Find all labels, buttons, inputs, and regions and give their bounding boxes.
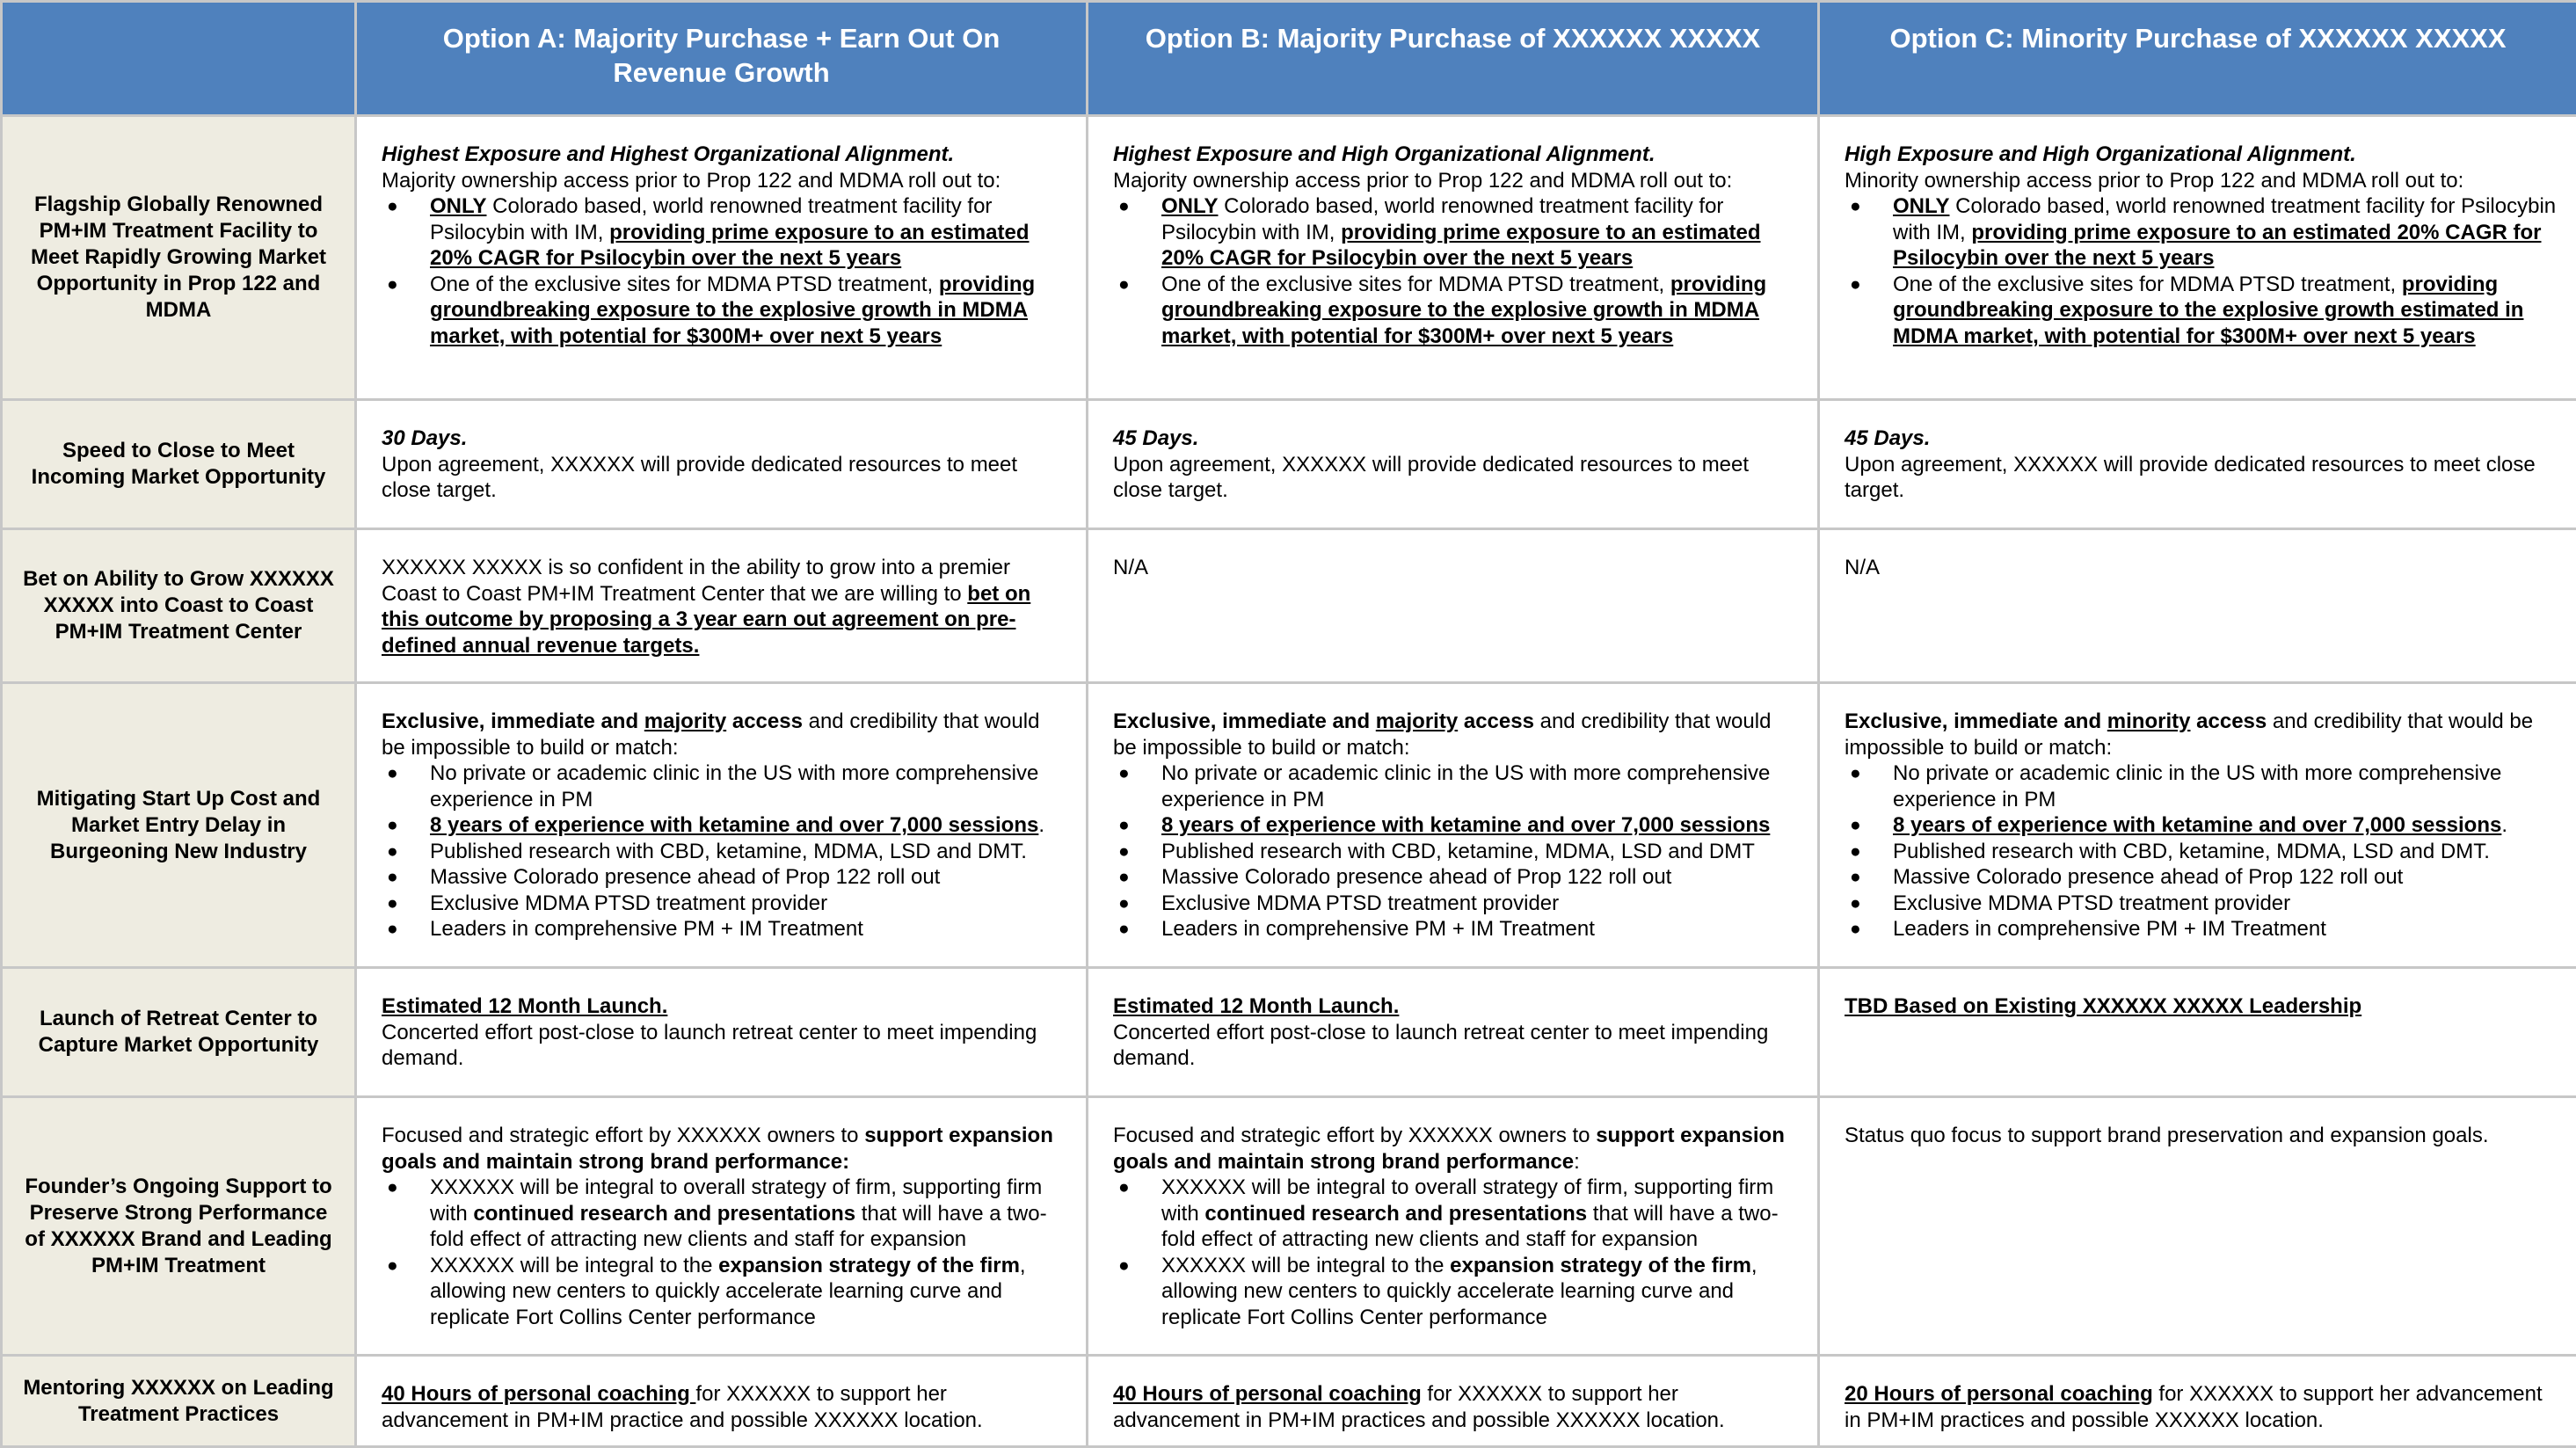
cell-text: 40 Hours of personal coaching for XXXXXX to support her advancement in PM+IM practice and possible XXXXXX location. bbox=[382, 1381, 1066, 1433]
list-item: ● Massive Colorado presence ahead of Prop 122 roll out bbox=[1113, 864, 1798, 891]
list-item: ● Exclusive MDMA PTSD treatment provider bbox=[1113, 891, 1798, 917]
bullet-list bbox=[1113, 760, 1798, 942]
bullet-list bbox=[1113, 1175, 1798, 1330]
row-mitigating bbox=[2, 683, 2576, 968]
cell-intro: Minority ownership access prior to Prop 122 and MDMA roll out to: bbox=[1845, 168, 2557, 194]
list-item: ● Leaders in comprehensive PM + IM Treatment bbox=[1113, 916, 1798, 942]
cell-text: XXXXXX XXXXX is so confident in the ability to grow into a premier Coast to Coast PM+IM Treatment Center that we are willing to bet on this outcome by proposing a 3 year earn out agreement on pre-defined annual revenue targets. bbox=[382, 555, 1066, 659]
list-item: ● 8 years of experience with ketamine and over 7,000 sessions. bbox=[1845, 812, 2557, 839]
list-item: ● No private or academic clinic in the US with more comprehensive experience in PM bbox=[1113, 760, 1798, 812]
cell-mitigating-a bbox=[356, 683, 1088, 968]
list-item: ● ONLY Colorado based, world renowned treatment facility for Psilocybin with IM, providing prime exposure to an estimated 20% CAGR for Psilocybin over the next 5 years bbox=[382, 193, 1066, 272]
cell-speed-b bbox=[1088, 400, 1819, 529]
cell-text: Status quo focus to support brand preservation and expansion goals. bbox=[1845, 1123, 2557, 1149]
cell-retreat-b bbox=[1088, 968, 1819, 1097]
cell-bet-c bbox=[1819, 529, 2576, 683]
cell-text: Concerted effort post-close to launch retreat center to meet impending demand. bbox=[382, 1020, 1066, 1072]
row-bet bbox=[2, 529, 2576, 683]
cell-retreat-a bbox=[356, 968, 1088, 1097]
cell-text: N/A bbox=[1113, 555, 1798, 581]
header-option-c: Option C: Minority Purchase of XXXXXX XXXXX bbox=[1819, 2, 2576, 116]
cell-mitigating-c bbox=[1819, 683, 2576, 968]
list-item: ● Published research with CBD, ketamine, MDMA, LSD and DMT. bbox=[1845, 839, 2557, 865]
list-item: ● Leaders in comprehensive PM + IM Treatment bbox=[382, 916, 1066, 942]
cell-lead: 30 Days. bbox=[382, 426, 1066, 452]
row-mentoring bbox=[2, 1356, 2576, 1447]
list-item: ● XXXXXX will be integral to overall strategy of firm, supporting firm with continued research and presentations that will have a two-fold effect of attracting new clients and staff for expansion bbox=[1113, 1175, 1798, 1253]
row-label-speed: Speed to Close to Meet Incoming Market Opportunity bbox=[2, 400, 356, 529]
bullet-list bbox=[1845, 760, 2557, 942]
header-row bbox=[2, 2, 2576, 116]
list-item: ● One of the exclusive sites for MDMA PTSD treatment, providing groundbreaking exposure to the explosive growth in MDMA market, with potential for $300M+ over next 5 years bbox=[382, 272, 1066, 350]
bullet-list bbox=[382, 193, 1066, 349]
cell-text: Upon agreement, XXXXXX will provide dedicated resources to meet close target. bbox=[1845, 452, 2557, 504]
list-item: ● ONLY Colorado based, world renowned treatment facility for Psilocybin with IM, providing prime exposure to an estimated 20% CAGR for Psilocybin over the next 5 years bbox=[1845, 193, 2557, 272]
list-item: ● XXXXXX will be integral to overall strategy of firm, supporting firm with continued research and presentations that will have a two-fold effect of attracting new clients and staff for expansion bbox=[382, 1175, 1066, 1253]
list-item: ● No private or academic clinic in the US with more comprehensive experience in PM bbox=[1845, 760, 2557, 812]
cell-text: Concerted effort post-close to launch retreat center to meet impending demand. bbox=[1113, 1020, 1798, 1072]
cell-flagship-c bbox=[1819, 116, 2576, 400]
cell-flagship-a bbox=[356, 116, 1088, 400]
row-founder bbox=[2, 1097, 2576, 1356]
cell-retreat-c bbox=[1819, 968, 2576, 1097]
cell-lead: Exclusive, immediate and majority access and credibility that would be impossible to build or match: bbox=[382, 709, 1066, 760]
list-item: ● Published research with CBD, ketamine, MDMA, LSD and DMT bbox=[1113, 839, 1798, 865]
cell-speed-c bbox=[1819, 400, 2576, 529]
cell-bet-b bbox=[1088, 529, 1819, 683]
header-option-a: Option A: Majority Purchase + Earn Out On Revenue Growth bbox=[356, 2, 1088, 116]
list-item: ● XXXXXX will be integral to the expansion strategy of the firm, allowing new centers to quickly accelerate learning curve and replicate Fort Collins Center performance bbox=[1113, 1253, 1798, 1331]
cell-bet-a bbox=[356, 529, 1088, 683]
cell-founder-a bbox=[356, 1097, 1088, 1356]
cell-text: Upon agreement, XXXXXX will provide dedicated resources to meet close target. bbox=[1113, 452, 1798, 504]
cell-lead: High Exposure and High Organizational Alignment. bbox=[1845, 142, 2557, 168]
cell-flagship-b bbox=[1088, 116, 1819, 400]
row-label-founder: Founder’s Ongoing Support to Preserve Strong Performance of XXXXXX Brand and Leading PM+IM Treatment bbox=[2, 1097, 356, 1356]
row-label-mentoring: Mentoring XXXXXX on Leading Treatment Practices bbox=[2, 1356, 356, 1447]
cell-founder-c bbox=[1819, 1097, 2576, 1356]
bullet-list bbox=[1113, 193, 1798, 349]
list-item: ● ONLY Colorado based, world renowned treatment facility for Psilocybin with IM, providing prime exposure to an estimated 20% CAGR for Psilocybin over the next 5 years bbox=[1113, 193, 1798, 272]
list-item: ● 8 years of experience with ketamine and over 7,000 sessions bbox=[1113, 812, 1798, 839]
cell-lead: Highest Exposure and Highest Organizational Alignment. bbox=[382, 142, 1066, 168]
cell-lead: TBD Based on Existing XXXXXX XXXXX Leadership bbox=[1845, 993, 2557, 1020]
list-item: ● 8 years of experience with ketamine and over 7,000 sessions. bbox=[382, 812, 1066, 839]
cell-speed-a bbox=[356, 400, 1088, 529]
list-item: ● Massive Colorado presence ahead of Prop 122 roll out bbox=[1845, 864, 2557, 891]
row-flagship bbox=[2, 116, 2576, 400]
cell-text: 20 Hours of personal coaching for XXXXXX to support her advancement in PM+IM practices and possible XXXXXX location. bbox=[1845, 1381, 2557, 1433]
list-item: ● XXXXXX will be integral to the expansion strategy of the firm, allowing new centers to quickly accelerate learning curve and replicate Fort Collins Center performance bbox=[382, 1253, 1066, 1331]
cell-intro: Majority ownership access prior to Prop 122 and MDMA roll out to: bbox=[1113, 168, 1798, 194]
list-item: ● One of the exclusive sites for MDMA PTSD treatment, providing groundbreaking exposure to the explosive growth in MDMA market, with potential for $300M+ over next 5 years bbox=[1113, 272, 1798, 350]
cell-lead: Exclusive, immediate and minority access and credibility that would be impossible to build or match: bbox=[1845, 709, 2557, 760]
cell-lead: 45 Days. bbox=[1845, 426, 2557, 452]
cell-lead: Exclusive, immediate and majority access and credibility that would be impossible to build or match: bbox=[1113, 709, 1798, 760]
list-item: ● One of the exclusive sites for MDMA PTSD treatment, providing groundbreaking exposure to the explosive growth estimated in MDMA market, with potential for $300M+ over next 5 years bbox=[1845, 272, 2557, 350]
cell-mitigating-b bbox=[1088, 683, 1819, 968]
row-speed bbox=[2, 400, 2576, 529]
cell-text: N/A bbox=[1845, 555, 2557, 581]
list-item: ● Published research with CBD, ketamine, MDMA, LSD and DMT. bbox=[382, 839, 1066, 865]
cell-intro: Focused and strategic effort by XXXXXX owners to support expansion goals and maintain strong brand performance: bbox=[1113, 1123, 1798, 1175]
cell-mentoring-b bbox=[1088, 1356, 1819, 1447]
cell-text: Upon agreement, XXXXXX will provide dedicated resources to meet close target. bbox=[382, 452, 1066, 504]
list-item: ● Exclusive MDMA PTSD treatment provider bbox=[382, 891, 1066, 917]
cell-lead: 45 Days. bbox=[1113, 426, 1798, 452]
bullet-list bbox=[382, 1175, 1066, 1330]
row-label-retreat: Launch of Retreat Center to Capture Market Opportunity bbox=[2, 968, 356, 1097]
cell-text: 40 Hours of personal coaching for XXXXXX to support her advancement in PM+IM practices and possible XXXXXX location. bbox=[1113, 1381, 1798, 1433]
cell-mentoring-a bbox=[356, 1356, 1088, 1447]
list-item: ● Massive Colorado presence ahead of Prop 122 roll out bbox=[382, 864, 1066, 891]
row-label-bet: Bet on Ability to Grow XXXXXX XXXXX into Coast to Coast PM+IM Treatment Center bbox=[2, 529, 356, 683]
cell-lead: Highest Exposure and High Organizational Alignment. bbox=[1113, 142, 1798, 168]
bullet-list bbox=[382, 760, 1066, 942]
header-option-b: Option B: Majority Purchase of XXXXXX XXXXX bbox=[1088, 2, 1819, 116]
row-label-flagship: Flagship Globally Renowned PM+IM Treatment Facility to Meet Rapidly Growing Market Opportunity in Prop 122 and MDMA bbox=[2, 116, 356, 400]
list-item: ● Leaders in comprehensive PM + IM Treatment bbox=[1845, 916, 2557, 942]
list-item: ● No private or academic clinic in the US with more comprehensive experience in PM bbox=[382, 760, 1066, 812]
bullet-list bbox=[1845, 193, 2557, 349]
cell-intro: Focused and strategic effort by XXXXXX owners to support expansion goals and maintain strong brand performance: bbox=[382, 1123, 1066, 1175]
row-retreat bbox=[2, 968, 2576, 1097]
cell-lead: Estimated 12 Month Launch. bbox=[382, 993, 1066, 1020]
list-item: ● Exclusive MDMA PTSD treatment provider bbox=[1845, 891, 2557, 917]
cell-lead: Estimated 12 Month Launch. bbox=[1113, 993, 1798, 1020]
cell-founder-b bbox=[1088, 1097, 1819, 1356]
header-corner bbox=[2, 2, 356, 116]
row-label-mitigating: Mitigating Start Up Cost and Market Entry Delay in Burgeoning New Industry bbox=[2, 683, 356, 968]
cell-intro: Majority ownership access prior to Prop 122 and MDMA roll out to: bbox=[382, 168, 1066, 194]
cell-mentoring-c bbox=[1819, 1356, 2576, 1447]
